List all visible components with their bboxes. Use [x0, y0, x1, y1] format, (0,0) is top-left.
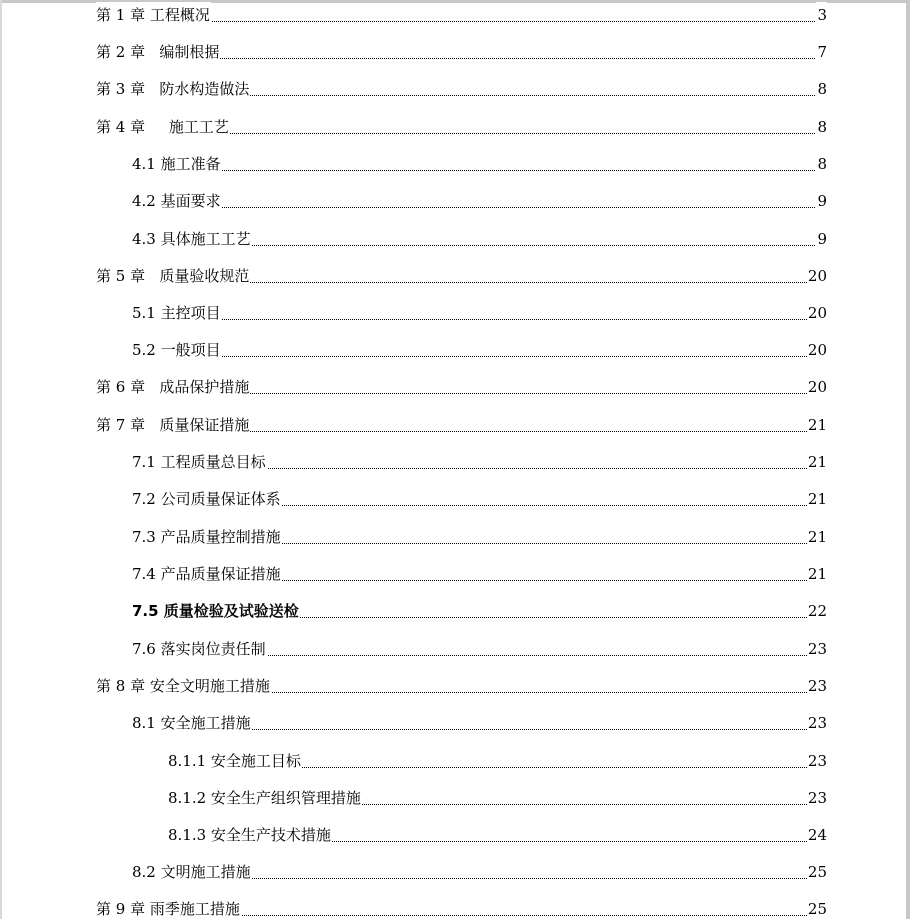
toc-entry-page: 20	[807, 263, 827, 289]
toc-entry-label: 8.2 文明施工措施	[132, 859, 252, 885]
toc-entry-page: 23	[807, 636, 827, 662]
toc-entry-section-4-2[interactable]	[0, 188, 910, 214]
toc-entry-label: 8.1.2 安全生产组织管理措施	[168, 785, 362, 811]
toc-entry-chapter-5[interactable]	[0, 263, 910, 289]
toc-entry-section-4-3[interactable]	[0, 226, 910, 252]
toc-entry-section-7-1[interactable]	[0, 449, 910, 475]
toc-entry-page: 8	[816, 151, 827, 177]
toc-entry-section-4-1[interactable]	[0, 151, 910, 177]
toc-entry-section-5-1[interactable]	[0, 300, 910, 326]
toc-entry-label: 8.1.3 安全生产技术措施	[168, 822, 332, 848]
toc-entry-page: 25	[807, 859, 827, 885]
toc-entry-page: 21	[807, 524, 827, 550]
toc-entry-page: 21	[807, 561, 827, 587]
toc-entry-label: 8.1.1 安全施工目标	[168, 748, 302, 774]
toc-entry-page: 23	[807, 673, 827, 699]
toc-entry-page: 23	[807, 710, 827, 736]
toc-entry-label: 7.2 公司质量保证体系	[132, 486, 282, 512]
toc-entry-page: 8	[816, 76, 827, 102]
toc-entry-label: 4.1 施工准备	[132, 151, 222, 177]
toc-leader	[132, 207, 827, 208]
toc-entry-label: 8.1 安全施工措施	[132, 710, 252, 736]
toc-entry-page: 23	[807, 785, 827, 811]
toc-entry-section-7-2[interactable]	[0, 486, 910, 512]
toc-entry-section-7-5[interactable]	[0, 598, 910, 624]
toc-entry-section-8-1-1[interactable]	[0, 748, 910, 774]
toc-entry-page: 7	[816, 39, 827, 65]
toc-leader	[132, 356, 827, 357]
toc-entry-label: 第 9 章 雨季施工措施	[96, 896, 241, 922]
toc-entry-label: 7.3 产品质量控制措施	[132, 524, 282, 550]
toc-leader	[132, 170, 827, 171]
toc-entry-label: 第 1 章 工程概况	[96, 2, 211, 28]
toc-entry-chapter-2[interactable]	[0, 39, 910, 65]
toc-entry-section-7-4[interactable]	[0, 561, 910, 587]
toc-entry-label: 第 7 章 质量保证措施	[96, 412, 250, 438]
toc-entry-page: 3	[816, 2, 827, 28]
toc-entry-chapter-8[interactable]	[0, 673, 910, 699]
toc-entry-page: 22	[807, 598, 827, 624]
toc-entry-chapter-1[interactable]	[0, 2, 910, 28]
toc-entry-label: 5.1 主控项目	[132, 300, 222, 326]
toc-entry-page: 20	[807, 374, 827, 400]
toc-entry-page: 21	[807, 449, 827, 475]
toc-entry-section-8-1[interactable]	[0, 710, 910, 736]
toc-entry-label: 7.6 落实岗位责任制	[132, 636, 267, 662]
toc-entry-page: 21	[807, 486, 827, 512]
toc-entry-chapter-6[interactable]	[0, 374, 910, 400]
toc-entry-page: 21	[807, 412, 827, 438]
toc-entry-chapter-9[interactable]	[0, 896, 910, 922]
toc-entry-page: 24	[807, 822, 827, 848]
toc-entry-chapter-3[interactable]	[0, 76, 910, 102]
toc-entry-page: 9	[816, 226, 827, 252]
toc-entry-label: 7.1 工程质量总目标	[132, 449, 267, 475]
toc-entry-page: 23	[807, 748, 827, 774]
toc-leader	[132, 319, 827, 320]
toc-entry-label: 5.2 一般项目	[132, 337, 222, 363]
toc-entry-section-8-1-3[interactable]	[0, 822, 910, 848]
toc-entry-label: 7.5 质量检验及试验送检	[132, 598, 300, 624]
toc-entry-label: 4.2 基面要求	[132, 188, 222, 214]
toc-entry-page: 25	[807, 896, 827, 922]
toc-entry-label: 第 4 章 施工工艺	[96, 114, 230, 140]
toc-entry-label: 4.3 具体施工工艺	[132, 226, 252, 252]
toc-entry-label: 第 8 章 安全文明施工措施	[96, 673, 271, 699]
toc-entry-section-7-6[interactable]	[0, 636, 910, 662]
toc-entry-label: 第 2 章 编制根据	[96, 39, 220, 65]
toc-entry-page: 20	[807, 337, 827, 363]
toc-entry-label: 第 3 章 防水构造做法	[96, 76, 250, 102]
toc-entry-section-7-3[interactable]	[0, 524, 910, 550]
toc-entry-section-8-2[interactable]	[0, 859, 910, 885]
toc-entry-label: 第 6 章 成品保护措施	[96, 374, 250, 400]
toc-entry-page: 8	[816, 114, 827, 140]
toc-entry-label: 7.4 产品质量保证措施	[132, 561, 282, 587]
toc-entry-page: 9	[816, 188, 827, 214]
toc-entry-chapter-4[interactable]	[0, 114, 910, 140]
toc-entry-chapter-7[interactable]	[0, 412, 910, 438]
toc-entry-section-5-2[interactable]	[0, 337, 910, 363]
toc-entry-label: 第 5 章 质量验收规范	[96, 263, 250, 289]
toc-entry-page: 20	[807, 300, 827, 326]
toc-entry-section-8-1-2[interactable]	[0, 785, 910, 811]
